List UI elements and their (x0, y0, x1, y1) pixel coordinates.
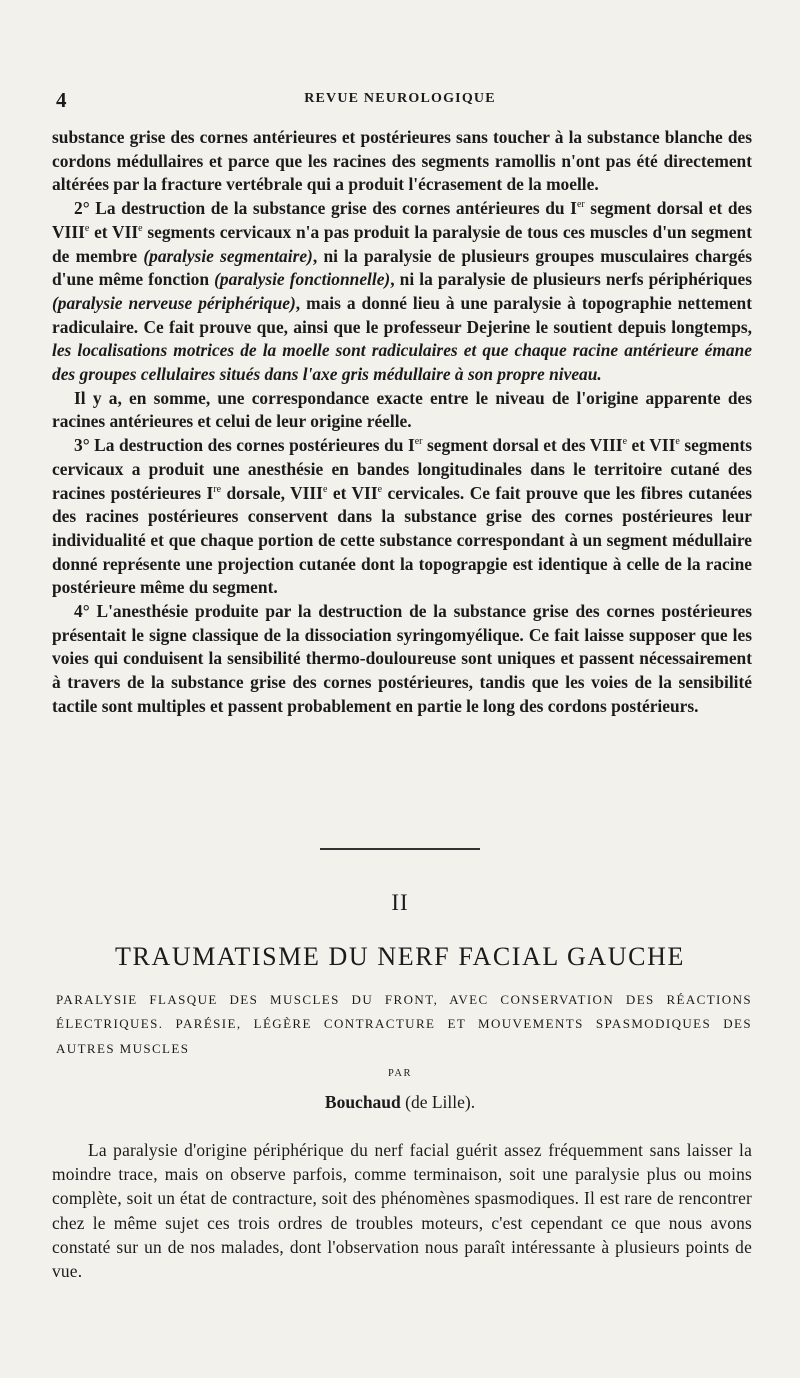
text-run: cervicales. Ce fait prouve que les fibres cutanées des racines postérieures conservent dans la substance grise des cornes postérieures leur individualité et que chaque portion de cette substance correspondant à un segment médullaire donné représente une projection cutanée dont la topograpgie est identique à celle de la racine postérieure même du segment. (52, 482, 752, 598)
text-run: et VII (327, 482, 378, 503)
text-run: et VII (627, 435, 676, 456)
article-title: TRAUMATISME DU NERF FACIAL GAUCHE (115, 942, 685, 971)
superscript: er (576, 199, 585, 211)
paragraph-number: 2° (74, 198, 90, 219)
by-label: PAR (388, 1068, 412, 1079)
superscript: e (675, 436, 680, 448)
author-name: Bouchaud (324, 1092, 401, 1112)
text-run: et VII (89, 221, 139, 242)
paragraph-2 (52, 197, 752, 387)
section-number: II (391, 890, 409, 915)
paragraph-2b: Il y a, en somme, une correspondance exacte entre le niveau de l'origine apparente des racines antérieures et celui de leur origine réelle. (52, 387, 752, 432)
text-run: segment dorsal et des VIII (52, 198, 752, 242)
paragraph-number: 4° (74, 601, 90, 622)
italic-run: les localisations motrices de la moelle sont radiculaires et que chaque racine antérieure émane des groupes cellulaires situés dans l'axe gris médullaire à son propre niveau. (52, 340, 752, 385)
text-run: L'anesthésie produite par la destruction de la substance grise des cornes postérieures présentait le signe classique de la dissociation syringomyélique. Ce fait laisse supposer que les voies qui conduisent la sensibilité thermo-douloureuse sont uniques et passent nécessairement à travers de la substance grise des cornes postérieures, tandis que les voies de la sensibilité tactile sont multiples et passent probablement en partie le long des cordons postérieurs. (52, 601, 752, 716)
author-affiliation: (de Lille). (400, 1092, 476, 1112)
superscript: re (213, 483, 222, 495)
intro-paragraph: La paralysie d'origine périphérique du nerf facial guérit assez fréquemment sans laisser la moindre trace, mais on observe parfois, comme terminaison, soit une paralysie plus ou moins complète, soit un état de contracture, soit des phénomènes spasmodiques. Il est rare de rencontrer chez le même sujet ces trois ordres de troubles moteurs, c'est cependant ce que nous avons constaté sur un de nos malades, dont l'observation nous paraît intéressante à plusieurs points de vue. (52, 1140, 752, 1282)
text-run: segments cervicaux n'a pas produit la paralysie de tous ces muscles d'un segment de membre (52, 221, 752, 266)
text-run: , ni la paralysie de plusieurs nerfs périphériques (390, 269, 752, 290)
text-run: La destruction des cornes postérieures du I (89, 435, 415, 456)
superscript: e (138, 222, 143, 234)
body-text (52, 126, 752, 719)
author-line (0, 1092, 800, 1113)
paragraph-number: 3° (74, 435, 90, 456)
paragraph-3 (52, 434, 752, 600)
text-run: La destruction de la substance grise des cornes antérieures du I (89, 198, 577, 219)
italic-run: (paralysie segmentaire) (143, 245, 313, 266)
article-subtitle: PARALYSIE FLASQUE DES MUSCLES DU FRONT, AVEC CONSERVATION DES RÉACTIONS ÉLECTRIQUES. PARÉSIE, LÉGÈRE CONTRACTURE ET MOUVEMENTS SPASMODIQUES DES AUTRES MUSCLES (56, 992, 752, 1056)
text-run: segments cervicaux a produit une anesthésie en bandes longitudinales dans le territoire cutané des racines postérieures I (52, 435, 752, 503)
article-intro (52, 1138, 752, 1283)
continuation-paragraph: substance grise des cornes antérieures et postérieures sans toucher à la substance blanche des cordons médullaires et parce que les racines des segments ramollis n'ont pas été directement altérées par la fracture vertébrale qui a produit l'écrasement de la moelle. (52, 127, 752, 195)
paragraph-4 (52, 600, 752, 719)
text-run: segment dorsal et des VIII (422, 435, 623, 456)
superscript: e (377, 483, 383, 495)
superscript: er (414, 436, 423, 448)
running-head (52, 88, 748, 112)
text-run: dorsale, VIII (221, 482, 323, 503)
text-run: , ni la paralysie de plusieurs groupes musculaires chargés d'une même fonction (52, 245, 752, 290)
superscript: e (322, 483, 328, 495)
page-number: 4 (56, 88, 67, 112)
italic-run: (paralysie fonctionnelle) (214, 269, 391, 290)
superscript: e (84, 222, 90, 234)
superscript: e (622, 436, 628, 448)
section-separator (320, 848, 480, 850)
italic-run: (paralysie nerveuse périphérique) (52, 292, 296, 313)
journal-title: REVUE NEUROLOGIQUE (304, 91, 496, 106)
text-run: , mais a donné lieu à une paralysie à topographie nettement radiculaire. Ce fait prouve que, ainsi que le professeur Dejerine le soutient depuis longtemps, (52, 292, 752, 337)
